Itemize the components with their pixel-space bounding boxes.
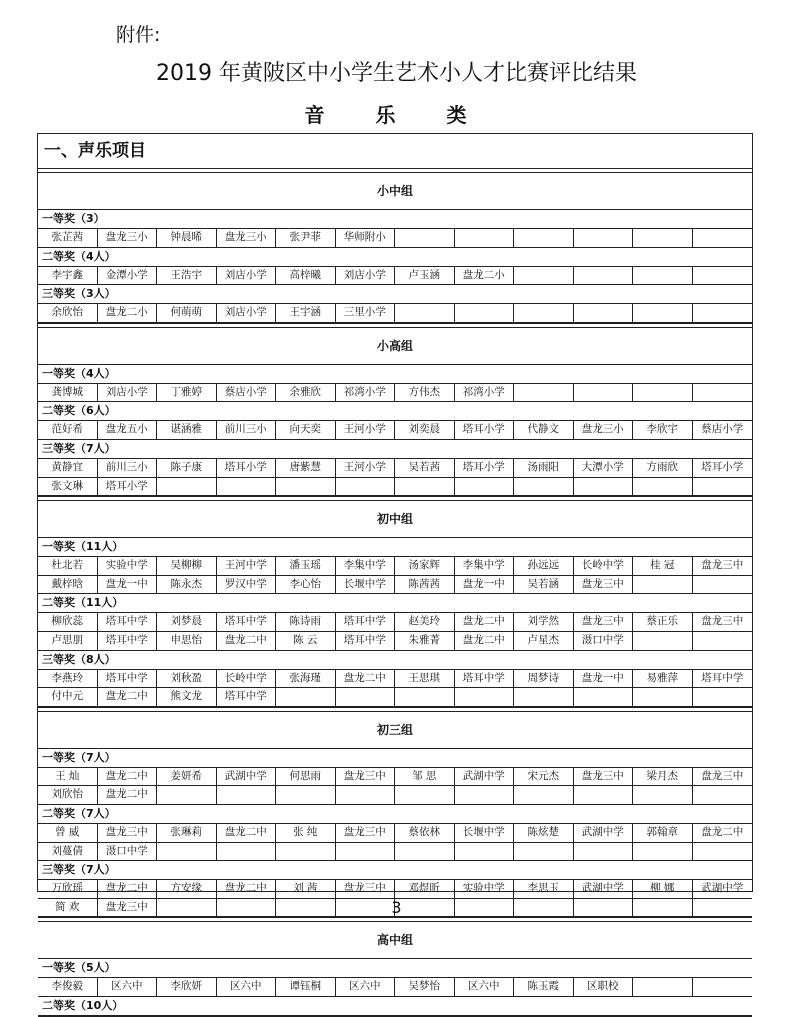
school-name-cell — [574, 843, 634, 861]
school-name-cell — [693, 978, 753, 996]
student-name-cell: 王浩宇 — [157, 267, 217, 285]
student-name-cell: 朱雅菁 — [395, 632, 455, 650]
student-name-cell: 陈玉霞 — [514, 978, 574, 996]
table-row — [38, 384, 752, 403]
school-name-cell — [336, 843, 396, 861]
student-name-cell: 陈子康 — [157, 459, 217, 477]
school-name-cell: 塔耳小学 — [455, 459, 515, 477]
school-name-cell: 李集中学 — [455, 557, 515, 575]
student-name-cell: 陈 云 — [276, 632, 336, 650]
group-heading: 初三组 — [38, 712, 752, 749]
table-row — [38, 613, 752, 632]
school-name-cell: 长岭中学 — [217, 670, 277, 688]
student-name-cell: 钟晨晞 — [157, 229, 217, 247]
student-name-cell: 邓煜昕 — [395, 880, 455, 898]
student-name-cell: 吴若涵 — [514, 576, 574, 594]
school-name-cell: 盘龙二中 — [217, 824, 277, 842]
school-name-cell: 刘店小学 — [217, 267, 277, 285]
student-name-cell: 孙远远 — [514, 557, 574, 575]
student-name-cell: 陈炫楚 — [514, 824, 574, 842]
school-name-cell — [455, 843, 515, 861]
school-name-cell — [455, 478, 515, 496]
school-name-cell: 盘龙二中 — [98, 786, 158, 804]
school-name-cell: 前川三小 — [98, 459, 158, 477]
school-name-cell: 塔耳小学 — [455, 421, 515, 439]
student-name-cell — [514, 304, 574, 322]
group-heading: 小中组 — [38, 173, 752, 210]
student-name-cell: 刘蔓倩 — [38, 843, 98, 861]
student-name-cell: 范好希 — [38, 421, 98, 439]
school-name-cell: 蔡店小学 — [701, 423, 744, 436]
school-name-cell: 盘龙三中 — [701, 769, 744, 782]
school-name-cell: 盘龙三中 — [701, 615, 744, 628]
student-name-cell: 张 纯 — [276, 824, 336, 842]
award-label: 二等奖（7人） — [38, 805, 752, 824]
award-label: 三等奖（8人） — [38, 651, 752, 670]
school-name-cell: 盘龙三小 — [574, 421, 634, 439]
student-name-cell: 熊文龙 — [157, 688, 217, 706]
student-name-cell — [633, 786, 693, 804]
school-name-cell — [455, 229, 515, 247]
school-name-cell: 盘龙三中 — [574, 768, 634, 786]
award-label: 一等奖（4人） — [38, 365, 752, 384]
table-row — [38, 688, 752, 707]
student-name-cell — [514, 229, 574, 247]
student-name-cell: 万欣瑶 — [38, 880, 98, 898]
student-name-cell — [514, 384, 574, 402]
school-name-cell: 盘龙二中 — [455, 613, 515, 631]
school-name-cell: 盘龙三中 — [574, 613, 634, 631]
student-name-cell: 余雅欣 — [276, 384, 336, 402]
student-name-cell: 刘 茜 — [276, 880, 336, 898]
school-name-cell: 武湖中学 — [455, 768, 515, 786]
school-name-cell: 盘龙三中 — [98, 899, 158, 917]
school-name-cell: 大潭小学 — [574, 459, 634, 477]
school-name-cell: 盘龙一中 — [455, 576, 515, 594]
student-name-cell — [276, 786, 336, 804]
school-name-cell: 盘龙二中 — [98, 688, 158, 706]
school-name-cell: 塔耳中学 — [98, 632, 158, 650]
school-name-cell — [574, 304, 634, 322]
groups-container — [38, 169, 752, 1017]
school-name-cell — [693, 843, 753, 861]
student-name-cell — [157, 843, 217, 861]
student-name-cell: 柳 娜 — [633, 880, 693, 898]
school-name-cell: 滠口中学 — [574, 632, 634, 650]
age-group — [38, 921, 752, 1017]
school-name-cell: 塔耳中学 — [217, 688, 277, 706]
student-name-cell — [633, 384, 693, 402]
student-name-cell — [276, 843, 336, 861]
table-row — [38, 880, 752, 899]
student-name-cell: 易雅萍 — [633, 670, 693, 688]
student-name-cell — [633, 632, 693, 650]
student-name-cell: 余欣怡 — [38, 304, 98, 322]
school-name-cell: 盘龙一中 — [98, 576, 158, 594]
student-name-cell: 桂 冠 — [633, 557, 693, 575]
student-name-cell: 卢星杰 — [514, 632, 574, 650]
school-name-cell: 塔耳中学 — [455, 670, 515, 688]
student-name-cell: 赵美玲 — [395, 613, 455, 631]
student-name-cell: 方雨欣 — [633, 459, 693, 477]
school-name-cell: 武湖中学 — [217, 768, 277, 786]
student-name-cell: 戴梓晗 — [38, 576, 98, 594]
student-name-cell: 谭钰桐 — [276, 978, 336, 996]
age-group — [38, 711, 752, 919]
student-name-cell: 刘奕晨 — [395, 421, 455, 439]
school-name-cell: 盘龙五小 — [98, 421, 158, 439]
school-name-cell: 盘龙三中 — [336, 824, 396, 842]
school-name-cell — [217, 786, 277, 804]
school-name-cell: 盘龙二中 — [701, 825, 744, 838]
school-name-cell: 王河中学 — [217, 557, 277, 575]
group-heading: 小高组 — [38, 328, 752, 365]
school-name-cell — [336, 478, 396, 496]
student-name-cell: 郭翰章 — [633, 824, 693, 842]
student-name-cell — [633, 576, 693, 594]
school-name-cell — [574, 786, 634, 804]
results-table — [37, 133, 753, 1012]
student-name-cell — [514, 688, 574, 706]
school-name-cell: 盘龙一中 — [574, 670, 634, 688]
school-name-cell: 塔耳中学 — [336, 632, 396, 650]
student-name-cell — [157, 786, 217, 804]
student-name-cell: 邹 思 — [395, 768, 455, 786]
school-name-cell: 盘龙二中 — [336, 670, 396, 688]
school-name-cell — [693, 688, 753, 706]
school-name-cell — [693, 304, 753, 322]
school-name-cell — [574, 478, 634, 496]
student-name-cell: 陈茜茜 — [395, 576, 455, 594]
student-name-cell: 姜妍希 — [157, 768, 217, 786]
student-name-cell: 方安缘 — [157, 880, 217, 898]
school-name-cell — [693, 632, 753, 650]
award-label: 一等奖（3） — [38, 210, 752, 229]
school-name-cell: 祁湾小学 — [336, 384, 396, 402]
award-label: 二等奖（11人） — [38, 594, 752, 613]
student-name-cell — [633, 843, 693, 861]
student-name-cell: 龚博城 — [38, 384, 98, 402]
school-name-cell: 长堰中学 — [336, 576, 396, 594]
student-name-cell: 蔡依林 — [395, 824, 455, 842]
school-name-cell — [455, 304, 515, 322]
award-label: 一等奖（7人） — [38, 749, 752, 768]
school-name-cell: 塔耳中学 — [98, 670, 158, 688]
student-name-cell: 代静文 — [514, 421, 574, 439]
school-name-cell: 长岭中学 — [574, 557, 634, 575]
school-name-cell — [574, 688, 634, 706]
school-name-cell — [693, 229, 753, 247]
table-row — [38, 229, 752, 248]
school-name-cell: 盘龙三中 — [336, 768, 396, 786]
student-name-cell: 黄静宜 — [38, 459, 98, 477]
student-name-cell: 吴梦怡 — [395, 978, 455, 996]
student-name-cell — [395, 786, 455, 804]
student-name-cell: 吴柳柳 — [157, 557, 217, 575]
student-name-cell: 唐紫慧 — [276, 459, 336, 477]
school-name-cell: 盘龙二中 — [98, 768, 158, 786]
school-name-cell: 盘龙二中 — [217, 632, 277, 650]
award-label: 一等奖（11人） — [38, 538, 752, 557]
school-name-cell: 盘龙二小 — [98, 304, 158, 322]
student-name-cell — [514, 267, 574, 285]
school-name-cell: 盘龙二中 — [455, 632, 515, 650]
student-name-cell — [395, 229, 455, 247]
school-name-cell — [574, 267, 634, 285]
school-name-cell — [693, 478, 753, 496]
student-name-cell: 王 灿 — [38, 768, 98, 786]
student-name-cell: 何萌萌 — [157, 304, 217, 322]
table-row — [38, 459, 752, 478]
school-name-cell: 区六中 — [217, 978, 277, 996]
school-name-cell: 蔡店小学 — [217, 384, 277, 402]
student-name-cell: 李心怡 — [276, 576, 336, 594]
age-group — [38, 500, 752, 708]
student-name-cell: 梁月杰 — [633, 768, 693, 786]
student-name-cell: 卢思朋 — [38, 632, 98, 650]
school-name-cell: 盘龙三中 — [336, 880, 396, 898]
school-name-cell: 罗汉中学 — [217, 576, 277, 594]
school-name-cell: 区职校 — [574, 978, 634, 996]
student-name-cell: 汤雨阳 — [514, 459, 574, 477]
student-name-cell — [633, 688, 693, 706]
student-name-cell: 汤家辉 — [395, 557, 455, 575]
student-name-cell: 谌涵雅 — [157, 421, 217, 439]
student-name-cell — [514, 786, 574, 804]
school-name-cell: 区六中 — [98, 978, 158, 996]
student-name-cell: 申思怡 — [157, 632, 217, 650]
school-name-cell: 滠口中学 — [98, 843, 158, 861]
school-name-cell: 实验中学 — [455, 880, 515, 898]
school-name-cell — [574, 384, 634, 402]
school-name-cell — [336, 688, 396, 706]
student-name-cell: 周梦诗 — [514, 670, 574, 688]
student-name-cell: 陈永杰 — [157, 576, 217, 594]
student-name-cell — [514, 843, 574, 861]
student-name-cell: 刘学然 — [514, 613, 574, 631]
student-name-cell: 张尹菲 — [276, 229, 336, 247]
student-name-cell: 李宇鑫 — [38, 267, 98, 285]
student-name-cell — [633, 229, 693, 247]
school-name-cell: 金潭小学 — [98, 267, 158, 285]
table-row — [38, 632, 752, 651]
student-name-cell: 李俊毅 — [38, 978, 98, 996]
student-name-cell: 曾 威 — [38, 824, 98, 842]
student-name-cell: 高梓曦 — [276, 267, 336, 285]
section-title: 一、声乐项目 — [38, 134, 752, 169]
student-name-cell: 刘欣怡 — [38, 786, 98, 804]
student-name-cell — [395, 843, 455, 861]
award-label: 二等奖（6人） — [38, 402, 752, 421]
student-name-cell: 潘玉瑶 — [276, 557, 336, 575]
student-name-cell: 丁雅婷 — [157, 384, 217, 402]
table-row — [38, 843, 752, 862]
school-name-cell: 华师附小 — [336, 229, 396, 247]
school-name-cell — [693, 384, 753, 402]
school-name-cell — [217, 843, 277, 861]
school-name-cell — [336, 786, 396, 804]
school-name-cell: 盘龙二中 — [98, 880, 158, 898]
student-name-cell — [276, 478, 336, 496]
student-name-cell: 王宇涵 — [276, 304, 336, 322]
student-name-cell — [633, 478, 693, 496]
award-label: 二等奖（10人） — [38, 997, 752, 1016]
student-name-cell — [395, 304, 455, 322]
student-name-cell: 张海瑾 — [276, 670, 336, 688]
school-name-cell: 武湖中学 — [574, 880, 634, 898]
award-label: 二等奖（4人） — [38, 248, 752, 267]
student-name-cell — [633, 978, 693, 996]
award-label: 一等奖（5人） — [38, 959, 752, 978]
school-name-cell: 王河小学 — [336, 459, 396, 477]
table-row — [38, 786, 752, 805]
school-name-cell: 盘龙三中 — [701, 559, 744, 572]
school-name-cell: 盘龙三小 — [98, 229, 158, 247]
school-name-cell: 前川三小 — [217, 421, 277, 439]
school-name-cell — [217, 478, 277, 496]
school-name-cell: 塔耳小学 — [701, 460, 744, 473]
attachment-label: 附件: — [116, 24, 161, 46]
student-name-cell: 李燕玲 — [38, 670, 98, 688]
table-row — [38, 421, 752, 440]
student-name-cell: 张琳莉 — [157, 824, 217, 842]
student-name-cell: 陈诗雨 — [276, 613, 336, 631]
student-name-cell: 蔡正乐 — [633, 613, 693, 631]
school-name-cell: 三里小学 — [336, 304, 396, 322]
student-name-cell — [395, 688, 455, 706]
student-name-cell: 李欣宇 — [633, 421, 693, 439]
award-label: 三等奖（7人） — [38, 440, 752, 459]
school-name-cell — [693, 576, 753, 594]
school-name-cell: 塔耳中学 — [98, 613, 158, 631]
student-name-cell — [395, 478, 455, 496]
student-name-cell: 付中元 — [38, 688, 98, 706]
school-name-cell: 塔耳中学 — [701, 671, 744, 684]
student-name-cell: 杜北若 — [38, 557, 98, 575]
school-name-cell: 盘龙三中 — [98, 824, 158, 842]
student-name-cell: 向天奕 — [276, 421, 336, 439]
age-group — [38, 327, 752, 497]
student-name-cell: 吴若茜 — [395, 459, 455, 477]
table-row — [38, 557, 752, 576]
student-name-cell: 简 欢 — [38, 899, 98, 917]
school-name-cell: 区六中 — [455, 978, 515, 996]
award-label: 三等奖（3人） — [38, 285, 752, 304]
student-name-cell: 王思琪 — [395, 670, 455, 688]
school-name-cell — [693, 267, 753, 285]
school-name-cell: 塔耳小学 — [217, 459, 277, 477]
school-name-cell: 盘龙二中 — [217, 880, 277, 898]
school-name-cell: 祁湾小学 — [455, 384, 515, 402]
document-title: 2019 年黄陂区中小学生艺术小人才比赛评比结果 — [156, 61, 637, 86]
student-name-cell: 刘梦晨 — [157, 613, 217, 631]
school-name-cell — [455, 688, 515, 706]
student-name-cell: 柳欣蕊 — [38, 613, 98, 631]
school-name-cell — [574, 229, 634, 247]
student-name-cell: 李欣妍 — [157, 978, 217, 996]
school-name-cell: 刘店小学 — [336, 267, 396, 285]
student-name-cell: 何思雨 — [276, 768, 336, 786]
group-heading: 初中组 — [38, 501, 752, 538]
student-name-cell: 方伟杰 — [395, 384, 455, 402]
page-number: 3 — [391, 898, 402, 917]
school-name-cell: 塔耳中学 — [336, 613, 396, 631]
category-subtitle: 音 乐 类 — [304, 103, 489, 127]
group-heading: 高中组 — [38, 922, 752, 959]
school-name-cell: 长堰中学 — [455, 824, 515, 842]
school-name-cell: 盘龙二小 — [455, 267, 515, 285]
student-name-cell — [633, 267, 693, 285]
school-name-cell: 盘龙三中 — [574, 576, 634, 594]
student-name-cell: 张文琳 — [38, 478, 98, 496]
table-row — [38, 267, 752, 286]
table-row — [38, 670, 752, 689]
student-name-cell: 刘秋盈 — [157, 670, 217, 688]
school-name-cell: 塔耳小学 — [98, 478, 158, 496]
school-name-cell: 武湖中学 — [574, 824, 634, 842]
school-name-cell: 盘龙三小 — [217, 229, 277, 247]
school-name-cell: 刘店小学 — [98, 384, 158, 402]
student-name-cell — [514, 478, 574, 496]
student-name-cell: 宋元杰 — [514, 768, 574, 786]
student-name-cell — [276, 688, 336, 706]
table-row — [38, 304, 752, 323]
table-row — [38, 576, 752, 595]
student-name-cell: 张芷茜 — [38, 229, 98, 247]
school-name-cell: 武湖中学 — [701, 882, 744, 895]
student-name-cell: 李思玉 — [514, 880, 574, 898]
student-name-cell — [157, 478, 217, 496]
student-name-cell: 卢玉涵 — [395, 267, 455, 285]
school-name-cell: 区六中 — [336, 978, 396, 996]
school-name-cell: 王河小学 — [336, 421, 396, 439]
school-name-cell: 塔耳中学 — [217, 613, 277, 631]
school-name-cell — [455, 786, 515, 804]
age-group — [38, 172, 752, 324]
table-row — [38, 478, 752, 497]
table-row — [38, 978, 752, 997]
award-label: 三等奖（7人） — [38, 861, 752, 880]
school-name-cell: 实验中学 — [98, 557, 158, 575]
table-row — [38, 768, 752, 787]
school-name-cell: 刘店小学 — [217, 304, 277, 322]
student-name-cell — [633, 304, 693, 322]
school-name-cell — [693, 786, 753, 804]
table-row — [38, 824, 752, 843]
school-name-cell: 李集中学 — [336, 557, 396, 575]
